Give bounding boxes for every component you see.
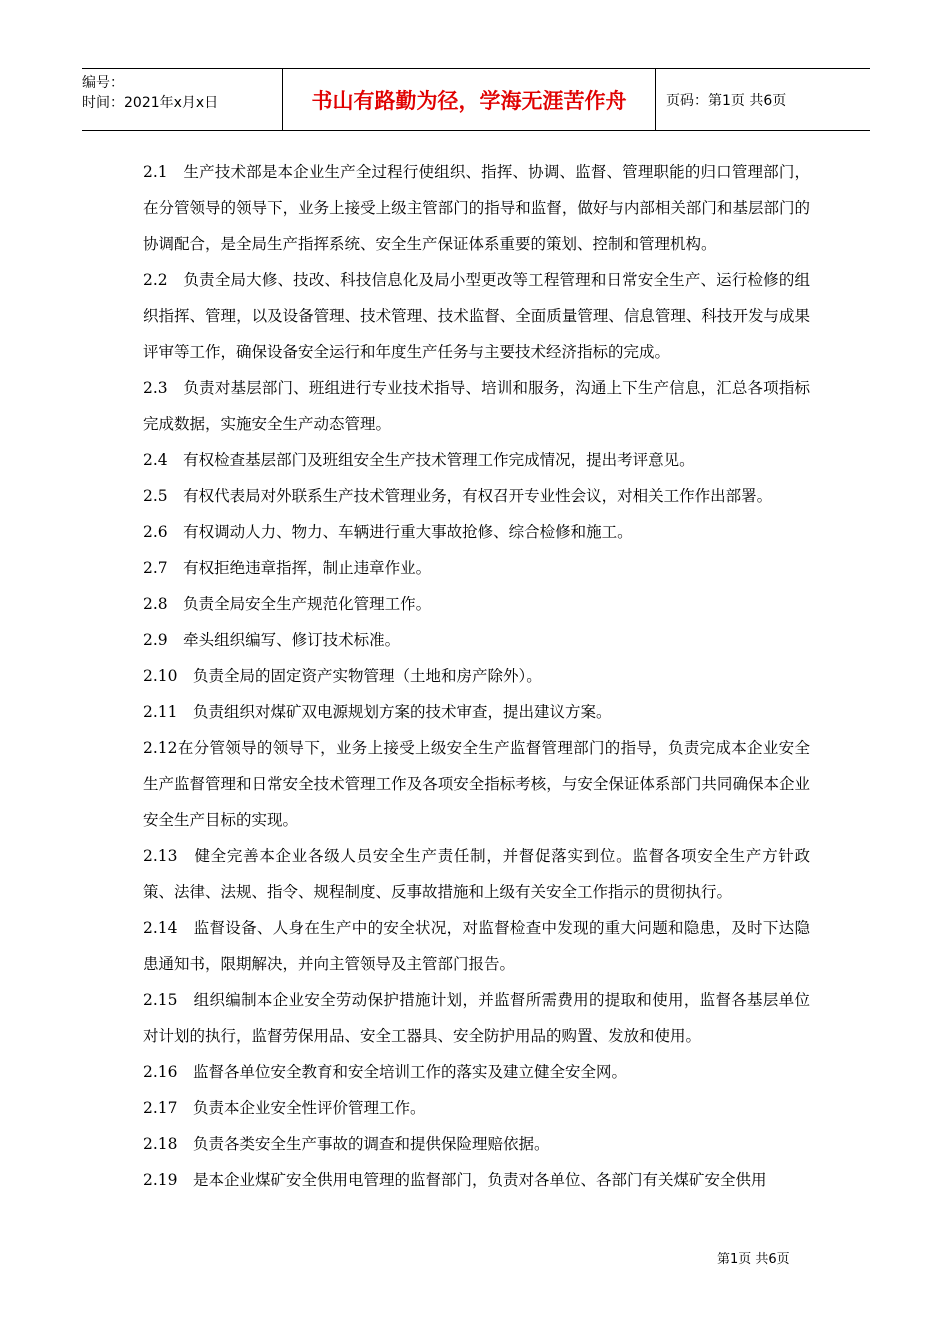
paragraph-2-8: 2.8 负责全局安全生产规范化管理工作。 xyxy=(143,595,432,613)
page-header xyxy=(82,68,870,131)
paragraph-2-15: 2.15 组织编制本企业安全劳动保护措施计划，并监督所需费用的提取和使用，监督各基层单位对计划的执行，监督劳保用品、安全工器具、安全防护用品的购置、发放和使用。 xyxy=(143,991,810,1045)
paragraph-2-16: 2.16 监督各单位安全教育和安全培训工作的落实及建立健全安全网。 xyxy=(143,1063,628,1081)
paragraph-2-3: 2.3 负责对基层部门、班组进行专业技术指导、培训和服务，沟通上下生产信息，汇总各项指标完成数据，实施安全生产动态管理。 xyxy=(143,379,810,433)
paragraph-2-19: 2.19 是本企业煤矿安全供用电管理的监督部门，负责对各单位、各部门有关煤矿安全供用 xyxy=(143,1171,767,1189)
document-number-label: 编号： xyxy=(82,75,124,91)
paragraph-2-12: 2.12在分管领导的领导下，业务上接受上级安全生产监督管理部门的指导，负责完成本企业安全生产监督管理和日常安全技术管理工作及各项安全指标考核，与安全保证体系部门共同确保本企业安全生产目标的实现。 xyxy=(143,739,810,829)
paragraph-2-1: 2.1 生产技术部是本企业生产全过程行使组织、指挥、协调、监督、管理职能的归口管理部门，在分管领导的领导下，业务上接受上级主管部门的指导和监督，做好与内部相关部门和基层部门的协调配合，是全局生产指挥系统、安全生产保证体系重要的策划、控制和管理机构。 xyxy=(143,163,810,253)
paragraph-2-11: 2.11 负责组织对煤矿双电源规划方案的技术审查，提出建议方案。 xyxy=(143,703,612,721)
paragraph-2-13: 2.13 健全完善本企业各级人员安全生产责任制，并督促落实到位。监督各项安全生产方针政策、法律、法规、指令、规程制度、反事故措施和上级有关安全工作指示的贯彻执行。 xyxy=(143,847,810,901)
paragraph-2-9: 2.9 牵头组织编写、修订技术标准。 xyxy=(143,631,401,649)
paragraph-2-6: 2.6 有权调动人力、物力、车辆进行重大事故抢修、综合检修和施工。 xyxy=(143,523,633,541)
document-date-label: 时间：2021年x月x日 xyxy=(82,95,219,111)
header-page-indicator: 页码：第1页 共6页 xyxy=(666,92,787,109)
paragraph-2-4: 2.4 有权检查基层部门及班组安全生产技术管理工作完成情况，提出考评意见。 xyxy=(143,451,695,469)
paragraph-2-17: 2.17 负责本企业安全性评价管理工作。 xyxy=(143,1099,426,1117)
header-motto: 书山有路勤为径，学海无涯苦作舟 xyxy=(282,69,656,130)
document-body xyxy=(143,154,810,1198)
paragraph-2-14: 2.14 监督设备、人身在生产中的安全状况，对监督检查中发现的重大问题和隐患，及时下达隐患通知书，限期解决，并向主管领导及主管部门报告。 xyxy=(143,919,810,973)
paragraph-2-18: 2.18 负责各类安全生产事故的调查和提供保险理赔依据。 xyxy=(143,1135,550,1153)
paragraph-2-5: 2.5 有权代表局对外联系生产技术管理业务，有权召开专业性会议，对相关工作作出部署。 xyxy=(143,487,773,505)
paragraph-2-2: 2.2 负责全局大修、技改、科技信息化及局小型更改等工程管理和日常安全生产、运行检修的组织指挥、管理，以及设备管理、技术管理、技术监督、全面质量管理、信息管理、科技开发与成果评审等工作，确保设备安全运行和年度生产任务与主要技术经济指标的完成。 xyxy=(143,271,810,361)
page-footer-number: 第1页 共6页 xyxy=(717,1252,790,1267)
header-meta xyxy=(82,69,282,130)
paragraph-2-10: 2.10 负责全局的固定资产实物管理（土地和房产除外）。 xyxy=(143,667,542,685)
paragraph-2-7: 2.7 有权拒绝违章指挥，制止违章作业。 xyxy=(143,559,432,577)
